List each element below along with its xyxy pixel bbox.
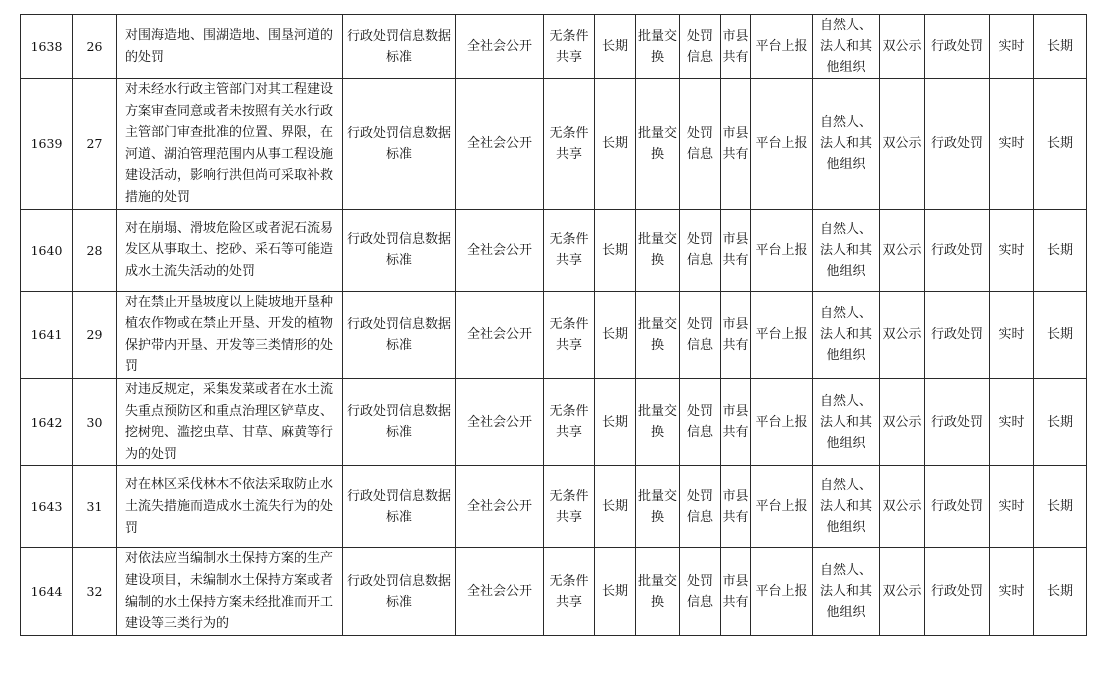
data-standard-cell: 行政处罚信息数据标准 [343,466,456,548]
admin-level-cell: 市县共有 [721,548,751,635]
seq-cell: 1638 [21,15,73,79]
open-scope-cell: 全社会公开 [456,291,544,378]
item-name-cell: 对依法应当编制水土保持方案的生产建设项目，未编制水土保持方案或者编制的水土保持方案未经批准而开工建设等三类行为的 [117,548,343,635]
update-period-cell: 长期 [595,378,636,465]
category-cell: 行政处罚 [925,548,990,635]
item-name-cell: 对围海造地、围湖造地、围垦河道的的处罚 [117,15,343,79]
seq-cell: 1643 [21,466,73,548]
report-method-cell: 平台上报 [751,378,813,465]
table-row [21,15,1087,79]
update-period-cell: 长期 [595,548,636,635]
share-type-cell: 无条件共享 [544,291,595,378]
timeliness-cell: 实时 [990,15,1034,79]
info-type-cell: 处罚信息 [680,79,721,210]
double-public-cell: 双公示 [880,466,925,548]
update-period-cell: 长期 [595,291,636,378]
share-type-cell: 无条件共享 [544,548,595,635]
retention-cell: 长期 [1034,209,1087,291]
seq-cell: 1639 [21,79,73,210]
seq-cell: 1641 [21,291,73,378]
category-cell: 行政处罚 [925,15,990,79]
table-row [21,291,1087,378]
retention-cell: 长期 [1034,79,1087,210]
retention-cell: 长期 [1034,466,1087,548]
category-cell: 行政处罚 [925,209,990,291]
retention-cell: 长期 [1034,15,1087,79]
exchange-method-cell: 批量交换 [636,466,680,548]
info-type-cell: 处罚信息 [680,209,721,291]
double-public-cell: 双公示 [880,209,925,291]
report-method-cell: 平台上报 [751,209,813,291]
open-scope-cell: 全社会公开 [456,209,544,291]
seq-cell: 1640 [21,209,73,291]
report-method-cell: 平台上报 [751,291,813,378]
share-type-cell: 无条件共享 [544,378,595,465]
exchange-method-cell: 批量交换 [636,548,680,635]
double-public-cell: 双公示 [880,15,925,79]
info-type-cell: 处罚信息 [680,548,721,635]
double-public-cell: 双公示 [880,548,925,635]
table-row [21,209,1087,291]
data-standard-cell: 行政处罚信息数据标准 [343,378,456,465]
data-standard-cell: 行政处罚信息数据标准 [343,209,456,291]
subject-type-cell: 自然人、法人和其他组织 [813,15,880,79]
item-name-cell: 对在禁止开垦坡度以上陡坡地开垦种植农作物或在禁止开垦、开发的植物保护带内开垦、开发等三类情形的处罚 [117,291,343,378]
exchange-method-cell: 批量交换 [636,15,680,79]
item-name-cell: 对未经水行政主管部门对其工程建设方案审查同意或者未按照有关水行政主管部门审查批准的位置、界限，在河道、湖泊管理范围内从事工程设施建设活动，影响行洪但尚可采取补救措施的处罚 [117,79,343,210]
data-standard-cell: 行政处罚信息数据标准 [343,79,456,210]
update-period-cell: 长期 [595,466,636,548]
data-catalog-table [20,14,1087,636]
category-cell: 行政处罚 [925,378,990,465]
share-type-cell: 无条件共享 [544,15,595,79]
retention-cell: 长期 [1034,378,1087,465]
category-cell: 行政处罚 [925,291,990,378]
item-name-cell: 对在崩塌、滑坡危险区或者泥石流易发区从事取土、挖砂、采石等可能造成水土流失活动的处罚 [117,209,343,291]
item-name-cell: 对违反规定，采集发菜或者在水土流失重点预防区和重点治理区铲草皮、挖树兜、滥挖虫草、甘草、麻黄等行为的处罚 [117,378,343,465]
admin-level-cell: 市县共有 [721,378,751,465]
update-period-cell: 长期 [595,209,636,291]
admin-level-cell: 市县共有 [721,15,751,79]
index-cell: 27 [73,79,117,210]
share-type-cell: 无条件共享 [544,466,595,548]
catalog-table-container [20,14,1087,636]
admin-level-cell: 市县共有 [721,466,751,548]
info-type-cell: 处罚信息 [680,378,721,465]
double-public-cell: 双公示 [880,79,925,210]
retention-cell: 长期 [1034,548,1087,635]
admin-level-cell: 市县共有 [721,209,751,291]
data-standard-cell: 行政处罚信息数据标准 [343,15,456,79]
exchange-method-cell: 批量交换 [636,378,680,465]
open-scope-cell: 全社会公开 [456,79,544,210]
index-cell: 30 [73,378,117,465]
share-type-cell: 无条件共享 [544,209,595,291]
info-type-cell: 处罚信息 [680,15,721,79]
report-method-cell: 平台上报 [751,15,813,79]
report-method-cell: 平台上报 [751,79,813,210]
subject-type-cell: 自然人、法人和其他组织 [813,209,880,291]
data-standard-cell: 行政处罚信息数据标准 [343,291,456,378]
open-scope-cell: 全社会公开 [456,378,544,465]
info-type-cell: 处罚信息 [680,466,721,548]
index-cell: 28 [73,209,117,291]
subject-type-cell: 自然人、法人和其他组织 [813,378,880,465]
double-public-cell: 双公示 [880,378,925,465]
subject-type-cell: 自然人、法人和其他组织 [813,548,880,635]
data-standard-cell: 行政处罚信息数据标准 [343,548,456,635]
timeliness-cell: 实时 [990,548,1034,635]
timeliness-cell: 实时 [990,378,1034,465]
index-cell: 26 [73,15,117,79]
item-name-cell: 对在林区采伐林木不依法采取防止水土流失措施而造成水土流失行为的处罚 [117,466,343,548]
update-period-cell: 长期 [595,79,636,210]
retention-cell: 长期 [1034,291,1087,378]
timeliness-cell: 实时 [990,79,1034,210]
index-cell: 31 [73,466,117,548]
subject-type-cell: 自然人、法人和其他组织 [813,466,880,548]
exchange-method-cell: 批量交换 [636,79,680,210]
double-public-cell: 双公示 [880,291,925,378]
table-row [21,378,1087,465]
category-cell: 行政处罚 [925,79,990,210]
info-type-cell: 处罚信息 [680,291,721,378]
table-row [21,79,1087,210]
update-period-cell: 长期 [595,15,636,79]
open-scope-cell: 全社会公开 [456,548,544,635]
timeliness-cell: 实时 [990,291,1034,378]
report-method-cell: 平台上报 [751,466,813,548]
table-row [21,466,1087,548]
open-scope-cell: 全社会公开 [456,15,544,79]
seq-cell: 1642 [21,378,73,465]
table-row [21,548,1087,635]
timeliness-cell: 实时 [990,466,1034,548]
report-method-cell: 平台上报 [751,548,813,635]
category-cell: 行政处罚 [925,466,990,548]
exchange-method-cell: 批量交换 [636,209,680,291]
subject-type-cell: 自然人、法人和其他组织 [813,79,880,210]
index-cell: 32 [73,548,117,635]
timeliness-cell: 实时 [990,209,1034,291]
admin-level-cell: 市县共有 [721,291,751,378]
admin-level-cell: 市县共有 [721,79,751,210]
seq-cell: 1644 [21,548,73,635]
exchange-method-cell: 批量交换 [636,291,680,378]
open-scope-cell: 全社会公开 [456,466,544,548]
subject-type-cell: 自然人、法人和其他组织 [813,291,880,378]
share-type-cell: 无条件共享 [544,79,595,210]
index-cell: 29 [73,291,117,378]
